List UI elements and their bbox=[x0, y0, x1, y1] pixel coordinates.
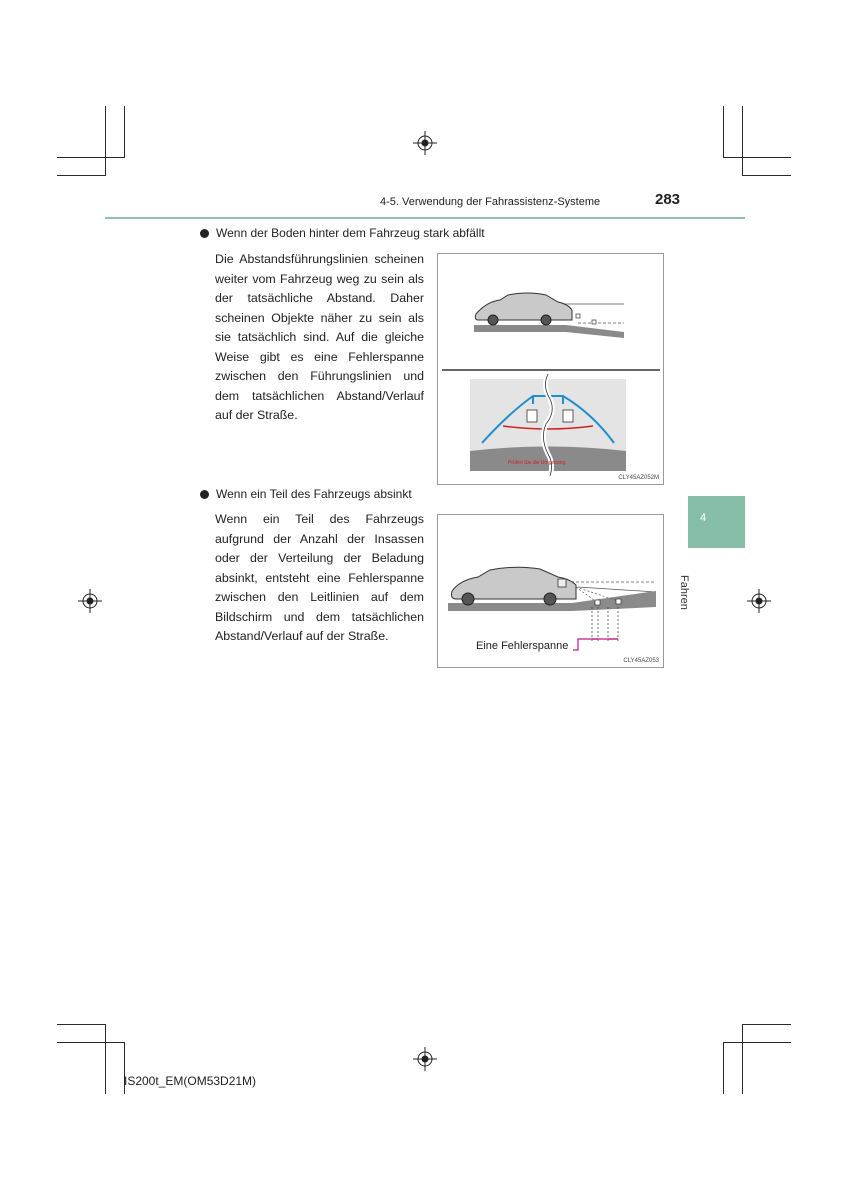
bullet-icon bbox=[200, 229, 209, 238]
section-heading-text: Wenn ein Teil des Fahrzeugs absinkt bbox=[216, 487, 412, 501]
figure-slope bbox=[437, 253, 664, 485]
figure-sagging bbox=[437, 514, 664, 668]
document-code: IS200t_EM(OM53D21M) bbox=[124, 1074, 257, 1088]
bullet-icon bbox=[200, 490, 209, 499]
page-number: 283 bbox=[655, 191, 681, 208]
chapter-label: Fahren bbox=[678, 575, 690, 610]
header-rule bbox=[105, 217, 745, 219]
section-heading bbox=[200, 226, 485, 240]
screen-caption: Prüfen Sie die Umgebung. bbox=[508, 460, 567, 466]
slope-illustration bbox=[438, 254, 663, 484]
figure-code: CLY45AZ053 bbox=[623, 658, 659, 664]
section-heading bbox=[200, 487, 412, 501]
registration-mark-icon bbox=[78, 589, 102, 613]
registration-mark-icon bbox=[413, 131, 437, 155]
section-body: Die Abstandsführungslinien scheinen weiter vom Fahrzeug weg zu sein als der tatsächliche Abstand. Daher scheinen Objekte näher zu sein als sie tatsächlich sind. Auf die gleiche Weise gibt es eine Fehlerspanne zwischen den Führungslinien und dem tatsächlichen Abstand/Verlauf auf der Straße. bbox=[215, 252, 424, 422]
chapter-number: 4 bbox=[700, 512, 707, 524]
callout-label: Eine Fehlerspanne bbox=[476, 640, 569, 652]
chapter-tab bbox=[688, 496, 745, 548]
registration-mark-icon bbox=[413, 1047, 437, 1071]
section-heading-text: Wenn der Boden hinter dem Fahrzeug stark abfällt bbox=[216, 226, 485, 240]
figure-code: CLY45AZ052M bbox=[618, 475, 659, 481]
section-body: Wenn ein Teil des Fahrzeugs aufgrund der Anzahl der Insassen oder der Verteilung der Beladung absinkt, entsteht eine Fehlerspanne zwischen den Leitlinien auf dem Bildschirm und dem tatsächlichen Abstand/Verlauf auf der Straße. bbox=[215, 512, 424, 643]
section-title: 4-5. Verwendung der Fahrassistenz-Systeme bbox=[380, 196, 601, 208]
registration-mark-icon bbox=[747, 589, 771, 613]
